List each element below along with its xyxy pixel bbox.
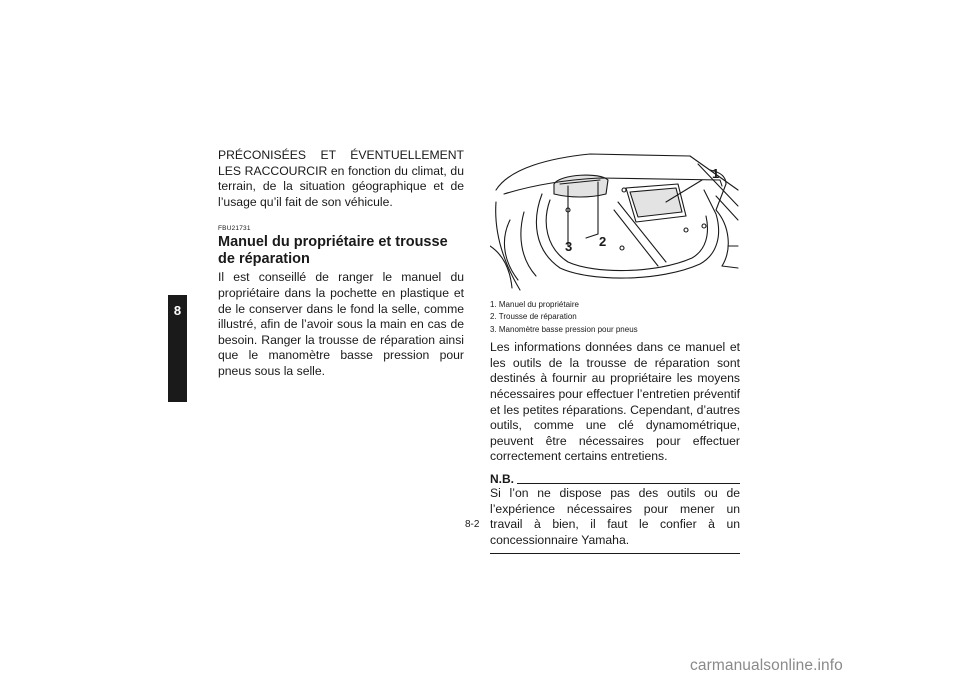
- illustration-drawing: [490, 150, 740, 296]
- note-top-rule: [517, 483, 740, 484]
- right-column: [490, 150, 740, 554]
- seat-storage-illustration: [490, 150, 740, 296]
- note-box: [490, 473, 740, 554]
- tools-paragraph: Les informations données dans ce manuel et les outils de la trousse de réparation sont destinés à fournir au propriétaire les moyens nécessaires pour effectuer l’entretien préventif et les petites réparations. Cependant, d’autres outils, comme une clé dynamométrique, peuvent être nécessaires pour effectuer correctement certains entretiens.: [490, 340, 740, 464]
- note-text: Si l’on ne dispose pas des outils ou de l’expérience nécessaires pour mener un travail à bien, il faut le confier à un concessionnaire Yamaha.: [490, 485, 740, 547]
- page-number: 8-2: [465, 519, 480, 530]
- note-label: N.B.: [490, 471, 514, 486]
- section-tab: [168, 295, 187, 402]
- figure-captions: [490, 299, 740, 336]
- storage-paragraph: Il est conseillé de ranger le manuel du propriétaire dans la pochette en plastique et de le conserver dans le fond la selle, comme illustré, afin de l’avoir sous la main en cas de besoin. Ranger la trousse de réparation ainsi que le manomètre basse pression pour pneus sous la selle.: [218, 270, 464, 378]
- watermark-text: carmanualsonline.info: [690, 657, 843, 674]
- section-heading: Manuel du propriétaire et trousse de réparation: [218, 234, 448, 268]
- caption-2: 2. Trousse de réparation: [490, 312, 577, 322]
- note-bottom-rule: [490, 553, 740, 554]
- left-column: [218, 148, 464, 380]
- intro-paragraph: PRÉCONISÉES ET ÉVENTUELLEMENT LES RACCOURCIR en fonction du climat, du terrain, de la situation géographique et de l’usage qu’il fait de son véhicule.: [218, 148, 464, 209]
- caption-1: 1. Manuel du propriétaire: [490, 300, 579, 309]
- caption-3: 3. Manomètre basse pression pour pneus: [490, 324, 638, 334]
- callout-3: 3: [565, 239, 573, 254]
- callout-2: 2: [599, 234, 607, 249]
- reference-code: FBU21731: [218, 225, 251, 233]
- section-tab-number: 8: [173, 303, 182, 318]
- callout-1: 1: [712, 166, 720, 181]
